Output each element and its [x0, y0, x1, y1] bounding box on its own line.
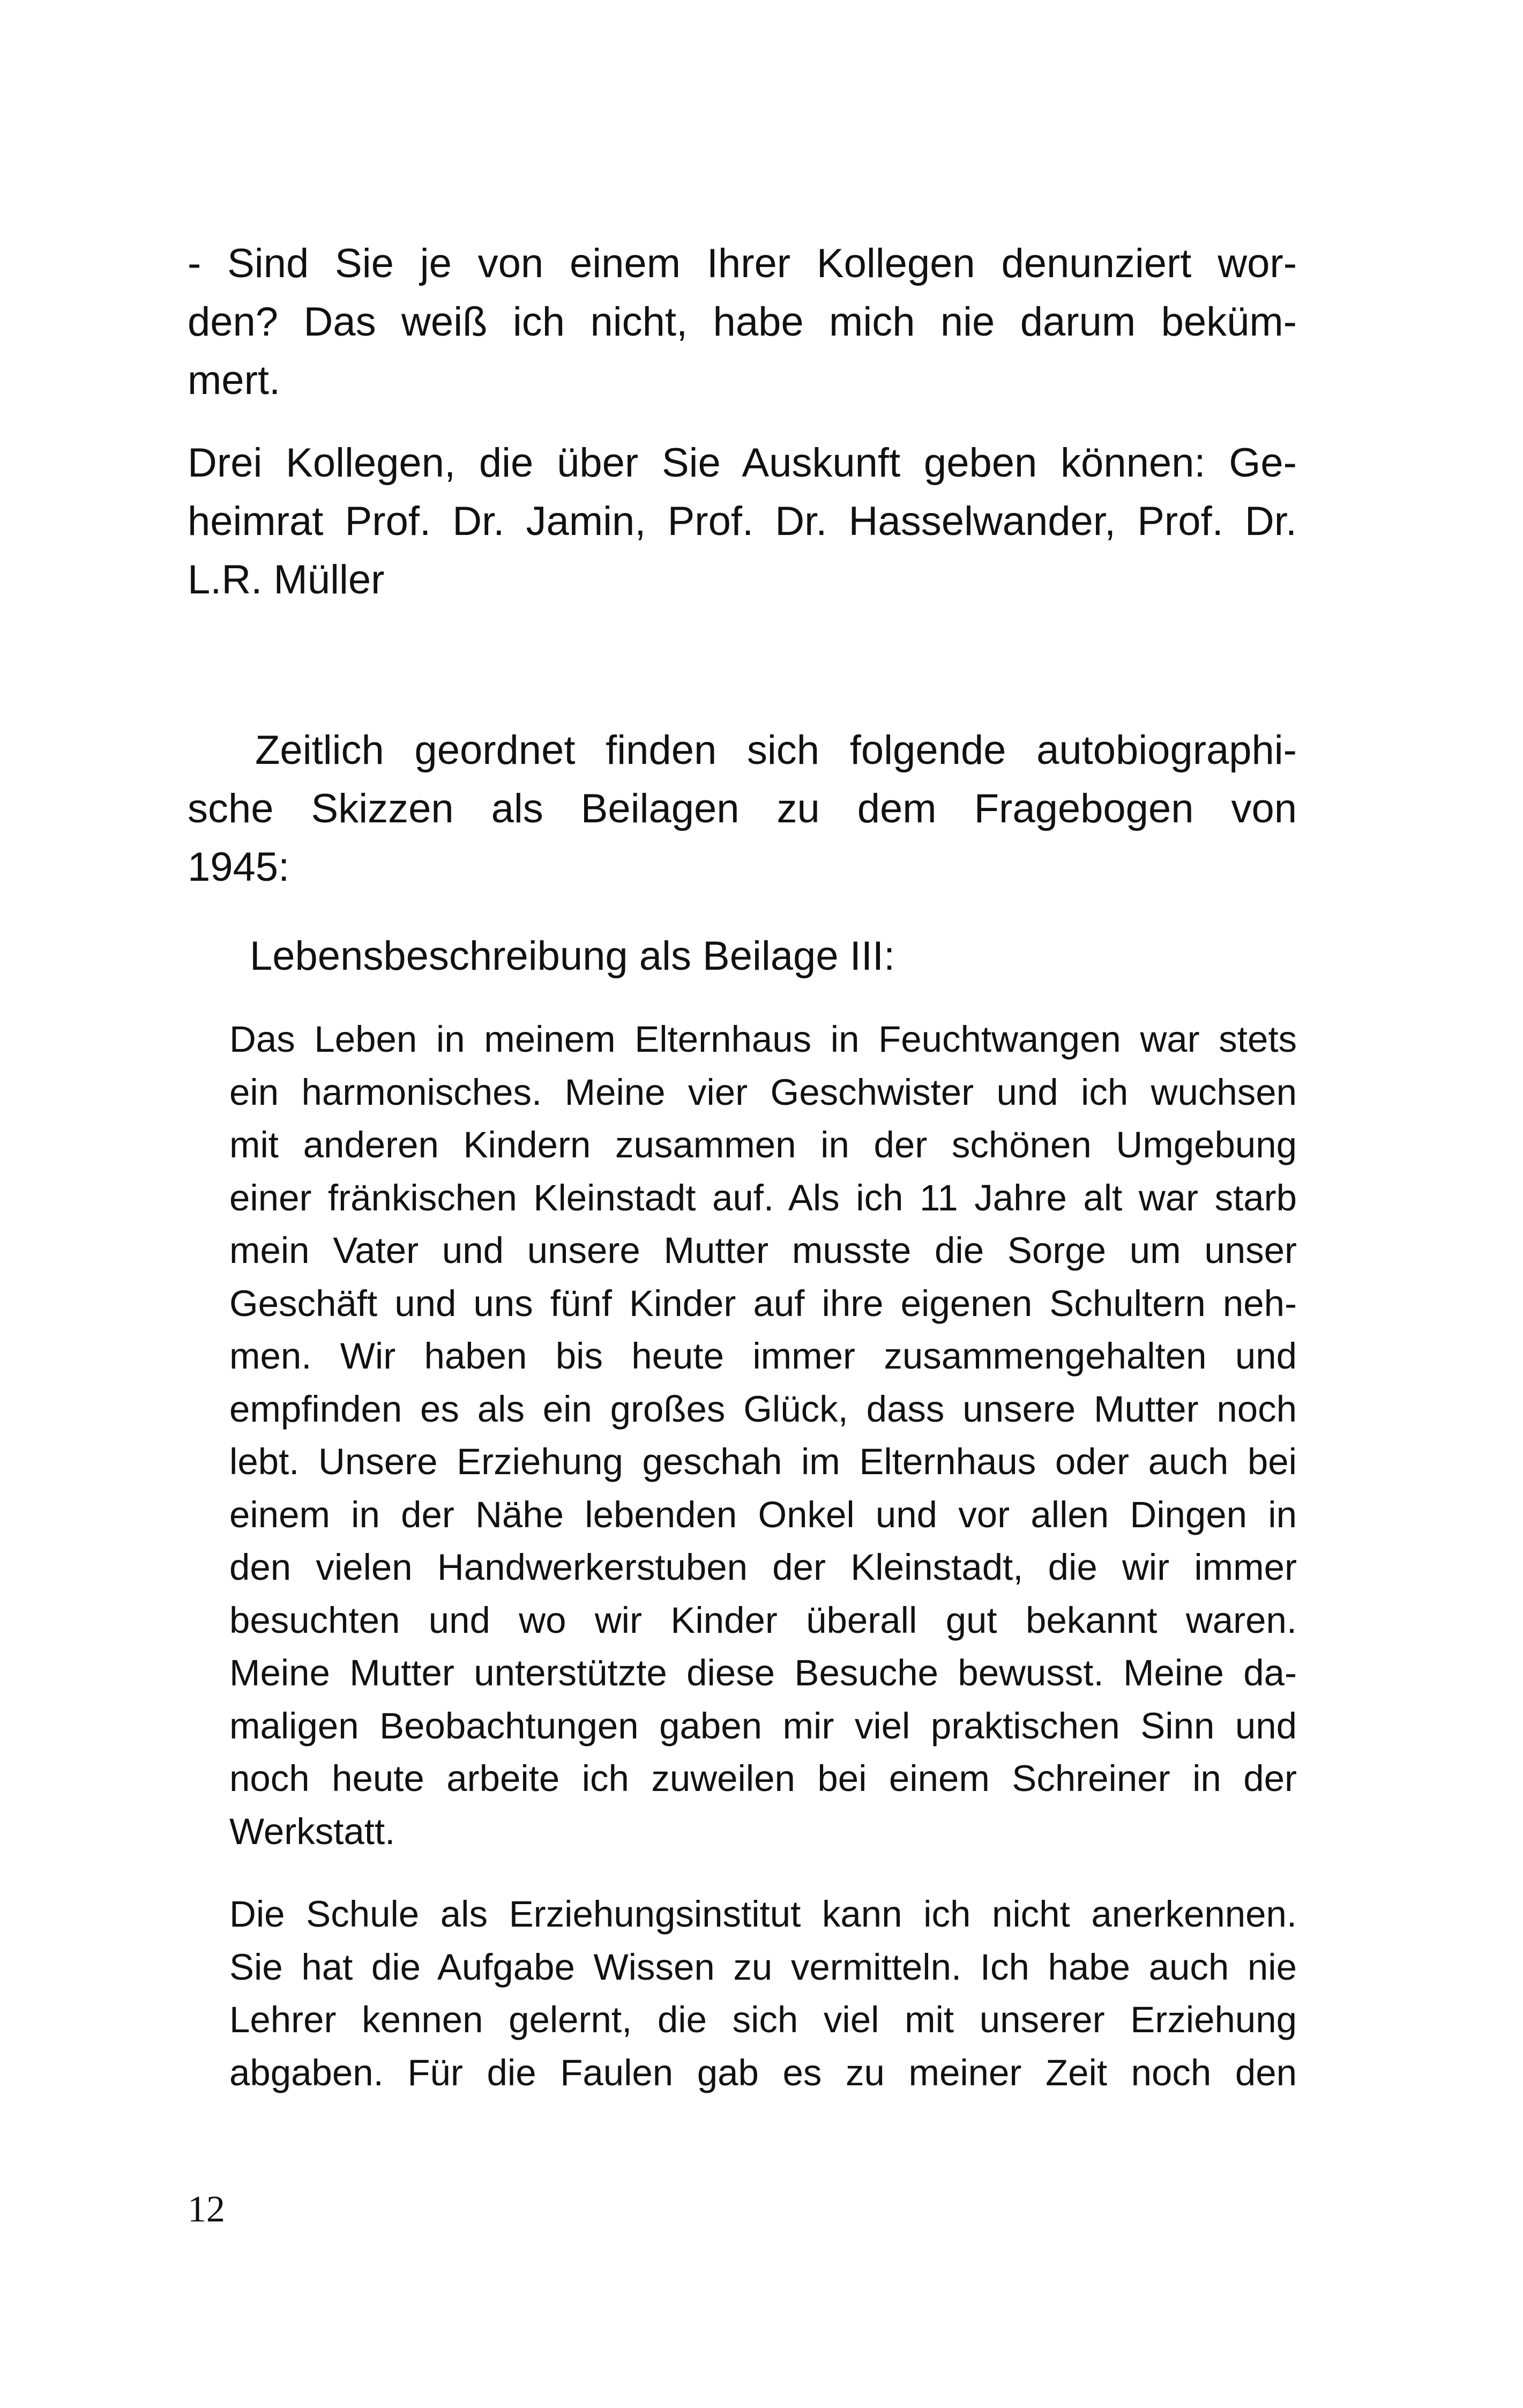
text-line: Lebensbeschreibung als Beilage III:: [250, 933, 895, 979]
text-line: einer fränkischen Kleinstadt auf. Als ich 11 Jahre alt war starb: [229, 1177, 1297, 1218]
quote-elternhaus: [229, 1013, 1297, 1858]
paragraph-references: [188, 434, 1297, 609]
text-line: Meine Mutter unterstützte diese Besuche bewusst. Meine da-: [229, 1652, 1297, 1693]
page-number: 12: [188, 2189, 225, 2230]
text-line: 1945:: [188, 844, 290, 890]
quote-schule: [229, 1888, 1297, 2099]
text-line: ein harmonisches. Meine vier Geschwister und ich wuchsen: [229, 1071, 1297, 1113]
text-line: Das Leben in meinem Elternhaus in Feuchtwangen war stets: [229, 1019, 1297, 1060]
text-line: den? Das weiß ich nicht, habe mich nie darum beküm-: [188, 299, 1297, 345]
text-line: Lehrer kennen gelernt, die sich viel mit unserer Erziehung: [229, 1999, 1297, 2040]
text-line: besuchten und wo wir Kinder überall gut bekannt waren.: [229, 1599, 1297, 1641]
text-line: mein Vater und unsere Mutter musste die Sorge um unser: [229, 1230, 1297, 1271]
text-line: empfinden es als ein großes Glück, dass unsere Mutter noch: [229, 1388, 1297, 1430]
text-line: L.R. Müller: [188, 557, 385, 603]
text-line: heimrat Prof. Dr. Jamin, Prof. Dr. Hasselwander, Prof. Dr.: [188, 499, 1297, 544]
text-line: maligen Beobachtungen gaben mir viel praktischen Sinn und: [229, 1705, 1297, 1746]
text-line: Werkstatt.: [229, 1810, 395, 1852]
text-line: Zeitlich geordnet finden sich folgende autobiographi-: [255, 727, 1297, 773]
paragraph-beilage-heading: [188, 927, 1297, 985]
paragraph-denunciation-question: [188, 234, 1297, 410]
text-line: Sie hat die Aufgabe Wissen zu vermitteln. Ich habe auch nie: [229, 1946, 1297, 1988]
text-line: abgaben. Für die Faulen gab es zu meiner Zeit noch den: [229, 2052, 1297, 2093]
text-line: - Sind Sie je von einem Ihrer Kollegen denunziert wor-: [188, 241, 1297, 286]
text-line: noch heute arbeite ich zuweilen bei einem Schreiner in der: [229, 1758, 1297, 1799]
text-line: lebt. Unsere Erziehung geschah im Elternhaus oder auch bei: [229, 1441, 1297, 1482]
text-line: Drei Kollegen, die über Sie Auskunft geben können: Ge-: [188, 440, 1297, 486]
text-line: den vielen Handwerkerstuben der Kleinstadt, die wir immer: [229, 1547, 1297, 1588]
text-line: Die Schule als Erziehungsinstitut kann ich nicht anerkennen.: [229, 1893, 1297, 1935]
text-line: Geschäft und uns fünf Kinder auf ihre eigenen Schultern neh-: [229, 1282, 1297, 1324]
text-line: sche Skizzen als Beilagen zu dem Fragebogen von: [188, 786, 1297, 831]
text-line: mit anderen Kindern zusammen in der schönen Umgebung: [229, 1124, 1297, 1165]
text-line: einem in der Nähe lebenden Onkel und vor allen Dingen in: [229, 1493, 1297, 1535]
text-line: mert.: [188, 358, 281, 403]
paragraph-sketches-intro: [188, 721, 1297, 896]
text-line: men. Wir haben bis heute immer zusammengehalten und: [229, 1335, 1297, 1377]
